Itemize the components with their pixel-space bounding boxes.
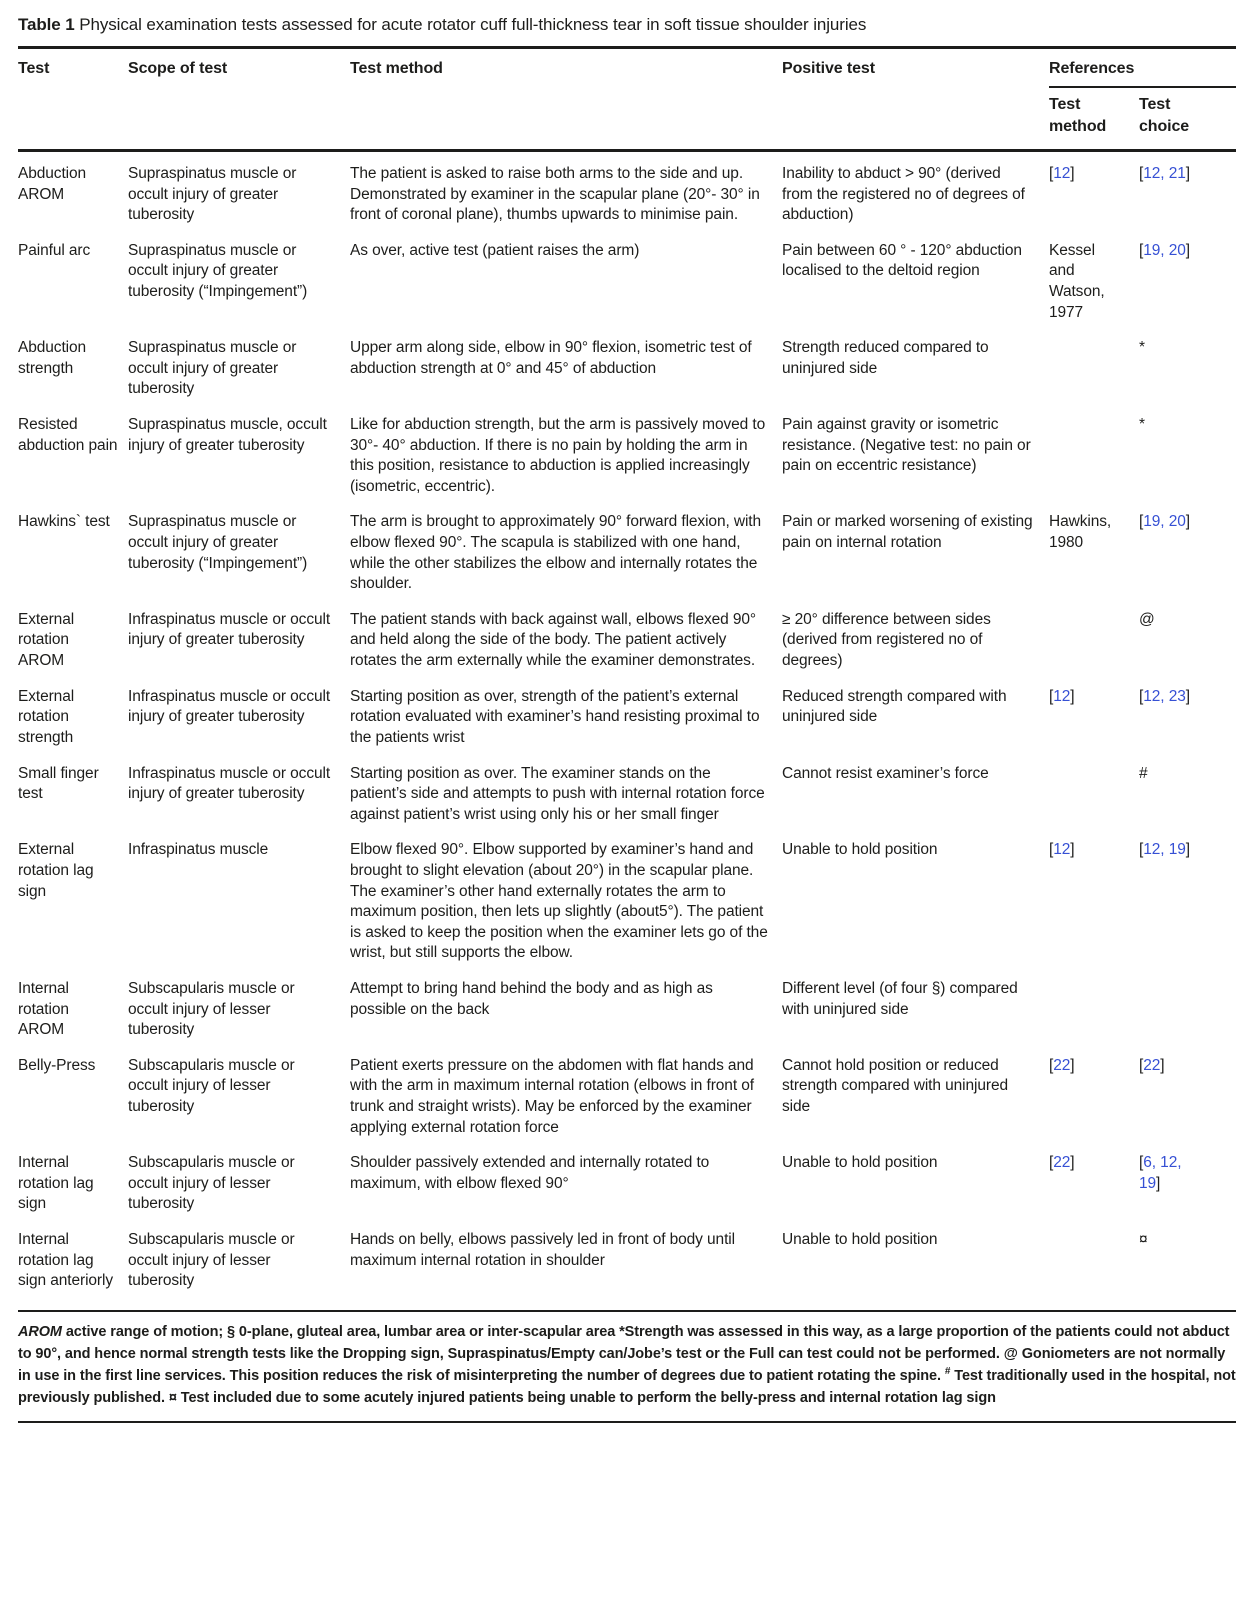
- cell-test: External rotation strength: [18, 687, 75, 746]
- table-body: [18, 150, 1236, 1311]
- cell-test: Internal rotation AROM: [18, 980, 69, 1039]
- citation-link[interactable]: 22: [1053, 1154, 1071, 1172]
- cell-test: Painful arc: [18, 241, 91, 259]
- cell-scope: Supraspinatus muscle or occult injury of greater tuberosity: [128, 339, 297, 398]
- cell-ref-choice: [1139, 1138, 1236, 1215]
- cell-ref-choice: [1139, 964, 1236, 1041]
- cell-method: As over, active test (patient raises the arm): [350, 241, 640, 259]
- citation-link[interactable]: 19,: [1143, 513, 1165, 531]
- column-header-test: Test: [18, 60, 50, 78]
- cell-scope: Infraspinatus muscle or occult injury of greater tuberosity: [128, 610, 331, 649]
- column-header-references: References: [1049, 48, 1236, 88]
- cell-scope: Subscapularis muscle or occult injury of lesser tuberosity: [128, 1154, 295, 1213]
- cell-positive: Unable to hold position: [782, 841, 938, 859]
- table-caption: Physical examination tests assessed for acute rotator cuff full-thickness tear in soft tissue shoulder injuries: [79, 15, 867, 34]
- citation-link[interactable]: 20: [1168, 513, 1186, 531]
- citation-link[interactable]: 12,: [1143, 164, 1165, 182]
- table-title: [18, 14, 1236, 36]
- cell-positive: Unable to hold position: [782, 1231, 938, 1249]
- cell-positive: Reduced strength compared with uninjured side: [782, 687, 1007, 726]
- table-row: [18, 1215, 1236, 1311]
- cell-ref-method: Hawkins, 1980: [1049, 513, 1112, 552]
- table-footnote: [18, 1312, 1236, 1423]
- cell-ref-choice: @: [1139, 610, 1155, 628]
- cell-ref-method: [1049, 825, 1139, 964]
- cell-test: Internal rotation lag sign anteriorly: [18, 1231, 113, 1290]
- cell-ref-choice: #: [1139, 764, 1148, 782]
- table-number: Table 1: [18, 15, 75, 34]
- citation-bracket: ]: [1070, 164, 1075, 182]
- cell-method: Patient exerts pressure on the abdomen with flat hands and with the arm in maximum internal rotation (elbows in front of trunk and straight wrists). May be enforced by the examiner applying external rotation force: [350, 1056, 754, 1136]
- citation-bracket: ]: [1160, 1056, 1165, 1074]
- citation-link[interactable]: 19: [1168, 841, 1186, 859]
- cell-positive: Pain or marked worsening of existing pain on internal rotation: [782, 513, 1033, 552]
- table-row: [18, 1041, 1236, 1138]
- column-header-scope: Scope of test: [128, 60, 228, 78]
- citation-link[interactable]: 12: [1053, 164, 1071, 182]
- cell-test: Resisted abduction pain: [18, 415, 118, 454]
- column-header-positive: Positive test: [782, 60, 875, 78]
- citation-bracket: [: [1049, 1154, 1054, 1172]
- cell-scope: Supraspinatus muscle or occult injury of greater tuberosity (“Impingement”): [128, 241, 308, 300]
- table-row: [18, 672, 1236, 749]
- cell-method: Starting position as over. The examiner stands on the patient’s side and attempts to push with internal rotation force against patient’s wrist using only his or her small finger: [350, 764, 765, 823]
- column-header-ref-test-choice: Test choice: [1139, 96, 1190, 135]
- cell-test: Internal rotation lag sign: [18, 1154, 94, 1213]
- cell-scope: Subscapularis muscle or occult injury of lesser tuberosity: [128, 1231, 295, 1290]
- cell-test: External rotation AROM: [18, 610, 75, 670]
- examination-tests-table: [18, 46, 1236, 1312]
- citation-bracket: ]: [1070, 1056, 1075, 1074]
- citation-bracket: ]: [1185, 164, 1190, 182]
- cell-method: Attempt to bring hand behind the body and as high as possible on the back: [350, 980, 713, 1018]
- cell-method: Elbow flexed 90°. Elbow supported by examiner’s hand and brought to slight elevation (about 20°) in the scapular plane. The examiner’s other hand externally rotates the arm to maximum position, then lets up slightly (about5°). The patient is asked to keep the position when the examiner lets go of the wrist, but still supports the elbow.: [350, 841, 768, 962]
- cell-positive: Strength reduced compared to uninjured side: [782, 339, 989, 377]
- table-row: [18, 825, 1236, 964]
- citation-bracket: [: [1049, 1056, 1054, 1074]
- citation-link[interactable]: 6,: [1143, 1154, 1156, 1172]
- cell-ref-choice: [1139, 825, 1236, 964]
- citation-bracket: [: [1139, 1056, 1144, 1074]
- cell-ref-method: [1049, 323, 1139, 400]
- cell-positive: Pain between 60 ° - 120° abduction localised to the deltoid region: [782, 241, 1022, 280]
- citation-bracket: [: [1049, 841, 1054, 859]
- cell-positive: Inability to abduct > 90° (derived from the registered no of degrees of abduction): [782, 150, 1049, 225]
- cell-test: Abduction strength: [18, 339, 87, 377]
- table-row: [18, 400, 1236, 497]
- cell-method: The arm is brought to approximately 90° forward flexion, with elbow flexed 90°. The scapula is stabilized with one hand, while the other stabilizes the elbow and internally rotates the shoulder.: [350, 513, 762, 593]
- cell-test: External rotation lag sign: [18, 841, 94, 900]
- footnote-segment: Test traditionally used in the hospital, not previously published. ¤ Test included due to some acutely injured patients being unable to perform the belly-press and internal rotation lag sign: [18, 1367, 1236, 1407]
- citation-bracket: ]: [1156, 1174, 1161, 1192]
- citation-bracket: [: [1139, 241, 1144, 259]
- cell-ref-method: [1049, 1138, 1139, 1215]
- cell-method: Shoulder passively extended and internally rotated to maximum, with elbow flexed 90°: [350, 1154, 710, 1192]
- citation-bracket: ]: [1070, 687, 1075, 705]
- cell-ref-choice: [1139, 150, 1236, 225]
- cell-ref-method: [1049, 150, 1139, 225]
- cell-method: Hands on belly, elbows passively led in front of body until maximum internal rotation in shoulder: [350, 1231, 735, 1269]
- citation-link[interactable]: 19,: [1143, 241, 1165, 259]
- footnote-segment: AROM: [18, 1323, 62, 1340]
- cell-ref-method: [1049, 1215, 1139, 1311]
- citation-bracket: [: [1049, 164, 1054, 182]
- cell-positive: Pain against gravity or isometric resistance. (Negative test: no pain or pain on eccentric resistance): [782, 415, 1031, 475]
- citation-link[interactable]: 23: [1168, 687, 1186, 705]
- table-row: [18, 749, 1236, 826]
- cell-ref-method: [1049, 400, 1139, 497]
- table-row: [18, 226, 1236, 323]
- cell-positive: Cannot resist examiner’s force: [782, 764, 989, 782]
- cell-positive: Unable to hold position: [782, 1154, 938, 1172]
- citation-link[interactable]: 12: [1053, 841, 1071, 859]
- cell-test: Abduction AROM: [18, 150, 128, 225]
- cell-scope: Supraspinatus muscle or occult injury of greater tuberosity: [128, 150, 350, 225]
- cell-positive: Cannot hold position or reduced strength compared with uninjured side: [782, 1056, 1008, 1116]
- citation-link[interactable]: 12,: [1143, 841, 1165, 859]
- cell-method: Like for abduction strength, but the arm is passively moved to 30°- 40° abduction. If there is no pain by holding the arm in this position, resistance to abduction is applied increasingly (isometric, eccentric).: [350, 415, 766, 495]
- cell-ref-choice: *: [1139, 415, 1145, 433]
- cell-scope: Subscapularis muscle or occult injury of lesser tuberosity: [128, 1056, 295, 1116]
- citation-bracket: [: [1139, 687, 1144, 705]
- citation-bracket: ]: [1185, 841, 1190, 859]
- cell-method: The patient stands with back against wall, elbows flexed 90° and held along the side of the body. The patient actively rotates the arm externally while the examiner demonstrates.: [350, 610, 757, 670]
- citation-link[interactable]: 22: [1143, 1056, 1161, 1074]
- citation-bracket: [: [1139, 513, 1144, 531]
- table-row: [18, 323, 1236, 400]
- citation-bracket: [: [1049, 687, 1054, 705]
- table-row: [18, 595, 1236, 672]
- citation-bracket: ]: [1185, 687, 1190, 705]
- citation-bracket: ]: [1070, 1154, 1075, 1172]
- cell-scope: Supraspinatus muscle or occult injury of greater tuberosity (“Impingement”): [128, 513, 308, 572]
- table-header: [18, 48, 1236, 151]
- citation-link[interactable]: 12: [1053, 687, 1071, 705]
- cell-scope: Supraspinatus muscle, occult injury of greater tuberosity: [128, 415, 327, 454]
- table-row: [18, 150, 1236, 225]
- cell-method: Starting position as over, strength of the patient’s external rotation evaluated with examiner’s hand resisting proximal to the patients wrist: [350, 687, 760, 746]
- cell-ref-method: [1049, 749, 1139, 826]
- cell-positive: ≥ 20° difference between sides (derived from registered no of degrees): [782, 610, 991, 670]
- cell-scope: Infraspinatus muscle or occult injury of greater tuberosity: [128, 764, 331, 803]
- column-header-ref-test-method: Test method: [1049, 96, 1107, 135]
- cell-test: Belly-Press: [18, 1056, 96, 1074]
- cell-method: Upper arm along side, elbow in 90° flexion, isometric test of abduction strength at 0° and 45° of abduction: [350, 339, 752, 377]
- cell-method: The patient is asked to raise both arms to the side and up. Demonstrated by examiner in the scapular plane (20°- 30° in front of coronal plane), thumbs upwards to minimise pain.: [350, 150, 782, 225]
- cell-ref-method: Kessel and Watson, 1977: [1049, 241, 1105, 321]
- citation-link[interactable]: 21: [1168, 164, 1186, 182]
- cell-scope: Subscapularis muscle or occult injury of lesser tuberosity: [128, 980, 295, 1039]
- cell-ref-choice: [1139, 672, 1236, 749]
- citation-bracket: [: [1139, 841, 1144, 859]
- citation-bracket: ]: [1185, 241, 1190, 259]
- table-row: [18, 964, 1236, 1041]
- citation-link[interactable]: 20: [1168, 241, 1186, 259]
- table-row: [18, 1138, 1236, 1215]
- citation-link[interactable]: 12,: [1143, 687, 1165, 705]
- citation-link[interactable]: 19: [1139, 1174, 1157, 1192]
- cell-ref-choice: [1139, 226, 1236, 323]
- citation-link[interactable]: 12,: [1160, 1154, 1182, 1172]
- footnote-segment: active range of motion; § 0-plane, gluteal area, lumbar area or inter-scapular area *Strength was assessed in this way, as a large proportion of the patients could not abduct to 90°, and hence normal strength tests like the Dropping sign, Supraspinatus/Empty can/Jobe’s test or the Full can test could not be performed. @ Goniometers are not normally in use in the first line services. This position reduces the risk of misinterpreting the number of degrees due to patient rotating the spine.: [18, 1323, 1230, 1384]
- citation-bracket: ]: [1185, 513, 1190, 531]
- cell-ref-choice: [1139, 1041, 1236, 1138]
- citation-bracket: ]: [1070, 841, 1075, 859]
- cell-ref-method: [1049, 964, 1139, 1041]
- citation-bracket: [: [1139, 1154, 1144, 1172]
- cell-scope: Infraspinatus muscle or occult injury of greater tuberosity: [128, 687, 331, 726]
- column-header-method: Test method: [350, 60, 443, 78]
- cell-ref-method: [1049, 672, 1139, 749]
- cell-test: Hawkins` test: [18, 513, 110, 531]
- citation-link[interactable]: 22: [1053, 1056, 1071, 1074]
- cell-ref-method: [1049, 595, 1139, 672]
- footnote-segment: #: [944, 1366, 951, 1378]
- citation-bracket: [: [1139, 164, 1144, 182]
- cell-positive: Different level (of four §) compared with uninjured side: [782, 980, 1018, 1018]
- cell-ref-method: [1049, 1041, 1139, 1138]
- cell-ref-choice: ¤: [1139, 1231, 1148, 1249]
- cell-ref-choice: *: [1139, 339, 1145, 357]
- cell-test: Small finger test: [18, 764, 99, 803]
- cell-ref-choice: [1139, 497, 1236, 594]
- cell-scope: Infraspinatus muscle: [128, 841, 269, 859]
- table-row: [18, 497, 1236, 594]
